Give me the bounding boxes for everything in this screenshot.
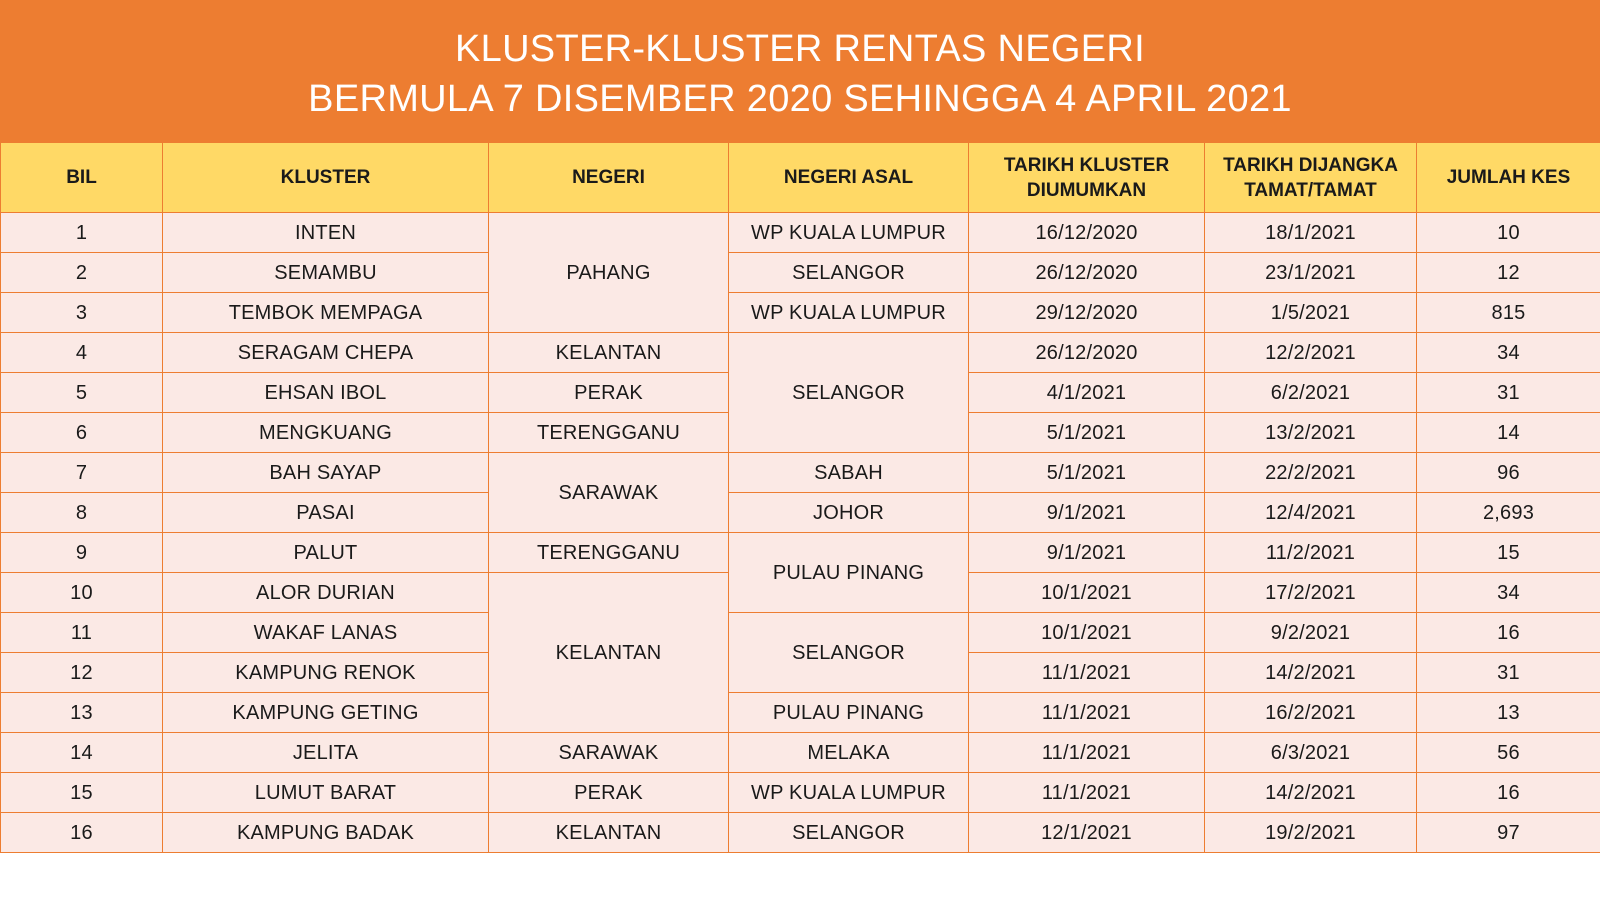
cell-tarikh-diumumkan: 5/1/2021 (969, 453, 1205, 493)
cell-kluster: TEMBOK MEMPAGA (163, 293, 489, 333)
cell-tarikh-tamat: 12/4/2021 (1205, 493, 1417, 533)
cell-bil: 15 (1, 773, 163, 813)
col-header-bil: BIL (1, 143, 163, 213)
cell-kluster: INTEN (163, 213, 489, 253)
cell-kluster: KAMPUNG GETING (163, 693, 489, 733)
table-row (1, 213, 1600, 253)
cell-bil: 12 (1, 653, 163, 693)
cell-jumlah-kes: 31 (1417, 373, 1600, 413)
cell-tarikh-diumumkan: 5/1/2021 (969, 413, 1205, 453)
cell-tarikh-tamat: 13/2/2021 (1205, 413, 1417, 453)
cell-tarikh-diumumkan: 10/1/2021 (969, 573, 1205, 613)
cell-tarikh-tamat: 6/2/2021 (1205, 373, 1417, 413)
cell-tarikh-tamat: 14/2/2021 (1205, 653, 1417, 693)
table-row (1, 293, 1600, 333)
table-row (1, 613, 1600, 653)
cell-negeri: KELANTAN (489, 333, 729, 373)
cell-jumlah-kes: 15 (1417, 533, 1600, 573)
cell-bil: 4 (1, 333, 163, 373)
table-row (1, 813, 1600, 853)
cell-jumlah-kes: 31 (1417, 653, 1600, 693)
cell-bil: 7 (1, 453, 163, 493)
cell-tarikh-tamat: 17/2/2021 (1205, 573, 1417, 613)
cell-jumlah-kes: 14 (1417, 413, 1600, 453)
cell-tarikh-diumumkan: 29/12/2020 (969, 293, 1205, 333)
cell-negeri-asal: SELANGOR (729, 613, 969, 693)
cell-tarikh-diumumkan: 11/1/2021 (969, 653, 1205, 693)
cell-negeri-asal: WP KUALA LUMPUR (729, 293, 969, 333)
cell-tarikh-tamat: 16/2/2021 (1205, 693, 1417, 733)
page-title: KLUSTER-KLUSTER RENTAS NEGERI (454, 28, 1145, 70)
cell-tarikh-diumumkan: 26/12/2020 (969, 253, 1205, 293)
cell-kluster: SEMAMBU (163, 253, 489, 293)
cell-jumlah-kes: 34 (1417, 333, 1600, 373)
table-row (1, 493, 1600, 533)
cell-negeri-asal: PULAU PINANG (729, 693, 969, 733)
col-header-tarikh-tamat: TARIKH DIJANGKA TAMAT/TAMAT (1205, 143, 1417, 213)
table-row (1, 733, 1600, 773)
cell-negeri-asal: WP KUALA LUMPUR (729, 213, 969, 253)
cell-bil: 2 (1, 253, 163, 293)
cell-jumlah-kes: 96 (1417, 453, 1600, 493)
cell-negeri-asal: PULAU PINANG (729, 533, 969, 613)
cell-tarikh-diumumkan: 26/12/2020 (969, 333, 1205, 373)
cell-bil: 5 (1, 373, 163, 413)
cell-bil: 16 (1, 813, 163, 853)
cell-bil: 10 (1, 573, 163, 613)
cell-bil: 14 (1, 733, 163, 773)
cell-tarikh-diumumkan: 4/1/2021 (969, 373, 1205, 413)
cell-kluster: KAMPUNG BADAK (163, 813, 489, 853)
cell-kluster: PALUT (163, 533, 489, 573)
cell-negeri-asal: SELANGOR (729, 253, 969, 293)
cell-kluster: ALOR DURIAN (163, 573, 489, 613)
cell-jumlah-kes: 16 (1417, 613, 1600, 653)
cell-negeri: PERAK (489, 773, 729, 813)
cell-bil: 13 (1, 693, 163, 733)
table-header-row (1, 143, 1600, 213)
cell-tarikh-tamat: 6/3/2021 (1205, 733, 1417, 773)
cell-bil: 8 (1, 493, 163, 533)
col-header-negeri-asal: NEGERI ASAL (729, 143, 969, 213)
table-row (1, 533, 1600, 573)
cell-jumlah-kes: 815 (1417, 293, 1600, 333)
cell-kluster: PASAI (163, 493, 489, 533)
col-header-tarikh-diumumkan: TARIKH KLUSTER DIUMUMKAN (969, 143, 1205, 213)
cell-jumlah-kes: 12 (1417, 253, 1600, 293)
cell-negeri: SARAWAK (489, 733, 729, 773)
page-subtitle: BERMULA 7 DISEMBER 2020 SEHINGGA 4 APRIL 2021 (308, 78, 1292, 120)
cell-kluster: EHSAN IBOL (163, 373, 489, 413)
cell-bil: 1 (1, 213, 163, 253)
cell-bil: 6 (1, 413, 163, 453)
cell-kluster: MENGKUANG (163, 413, 489, 453)
cell-negeri: TERENGGANU (489, 413, 729, 453)
cell-negeri: SARAWAK (489, 453, 729, 533)
col-header-kluster: KLUSTER (163, 143, 489, 213)
cluster-table (0, 142, 1600, 853)
cell-bil: 9 (1, 533, 163, 573)
cell-tarikh-diumumkan: 11/1/2021 (969, 773, 1205, 813)
cell-negeri-asal: JOHOR (729, 493, 969, 533)
cell-tarikh-diumumkan: 16/12/2020 (969, 213, 1205, 253)
cell-tarikh-tamat: 18/1/2021 (1205, 213, 1417, 253)
cell-negeri: KELANTAN (489, 813, 729, 853)
cell-negeri-asal: SELANGOR (729, 813, 969, 853)
cell-tarikh-tamat: 22/2/2021 (1205, 453, 1417, 493)
cell-negeri-asal: SABAH (729, 453, 969, 493)
cell-tarikh-tamat: 12/2/2021 (1205, 333, 1417, 373)
cell-negeri: PAHANG (489, 213, 729, 333)
cell-negeri-asal: MELAKA (729, 733, 969, 773)
cell-kluster: LUMUT BARAT (163, 773, 489, 813)
col-header-jumlah-kes: JUMLAH KES (1417, 143, 1600, 213)
cell-tarikh-tamat: 14/2/2021 (1205, 773, 1417, 813)
cell-tarikh-diumumkan: 11/1/2021 (969, 693, 1205, 733)
cell-jumlah-kes: 97 (1417, 813, 1600, 853)
cell-negeri: KELANTAN (489, 573, 729, 733)
cell-tarikh-diumumkan: 9/1/2021 (969, 493, 1205, 533)
cell-kluster: SERAGAM CHEPA (163, 333, 489, 373)
table-row (1, 693, 1600, 733)
cell-negeri: TERENGGANU (489, 533, 729, 573)
title-banner (0, 0, 1600, 142)
cell-tarikh-tamat: 23/1/2021 (1205, 253, 1417, 293)
cell-tarikh-diumumkan: 10/1/2021 (969, 613, 1205, 653)
cell-tarikh-diumumkan: 11/1/2021 (969, 733, 1205, 773)
cell-negeri: PERAK (489, 373, 729, 413)
col-header-negeri: NEGERI (489, 143, 729, 213)
cell-jumlah-kes: 2,693 (1417, 493, 1600, 533)
cell-negeri-asal: SELANGOR (729, 333, 969, 453)
cell-kluster: WAKAF LANAS (163, 613, 489, 653)
cell-jumlah-kes: 10 (1417, 213, 1600, 253)
cell-tarikh-diumumkan: 9/1/2021 (969, 533, 1205, 573)
cell-tarikh-tamat: 9/2/2021 (1205, 613, 1417, 653)
cell-jumlah-kes: 34 (1417, 573, 1600, 613)
cell-bil: 11 (1, 613, 163, 653)
cell-kluster: JELITA (163, 733, 489, 773)
cell-negeri-asal: WP KUALA LUMPUR (729, 773, 969, 813)
table-row (1, 453, 1600, 493)
cell-jumlah-kes: 56 (1417, 733, 1600, 773)
cell-kluster: BAH SAYAP (163, 453, 489, 493)
cell-kluster: KAMPUNG RENOK (163, 653, 489, 693)
table-row (1, 333, 1600, 373)
cell-jumlah-kes: 16 (1417, 773, 1600, 813)
cell-jumlah-kes: 13 (1417, 693, 1600, 733)
cell-tarikh-diumumkan: 12/1/2021 (969, 813, 1205, 853)
cell-tarikh-tamat: 19/2/2021 (1205, 813, 1417, 853)
cell-bil: 3 (1, 293, 163, 333)
table-row (1, 253, 1600, 293)
cell-tarikh-tamat: 11/2/2021 (1205, 533, 1417, 573)
table-row (1, 773, 1600, 813)
cell-tarikh-tamat: 1/5/2021 (1205, 293, 1417, 333)
